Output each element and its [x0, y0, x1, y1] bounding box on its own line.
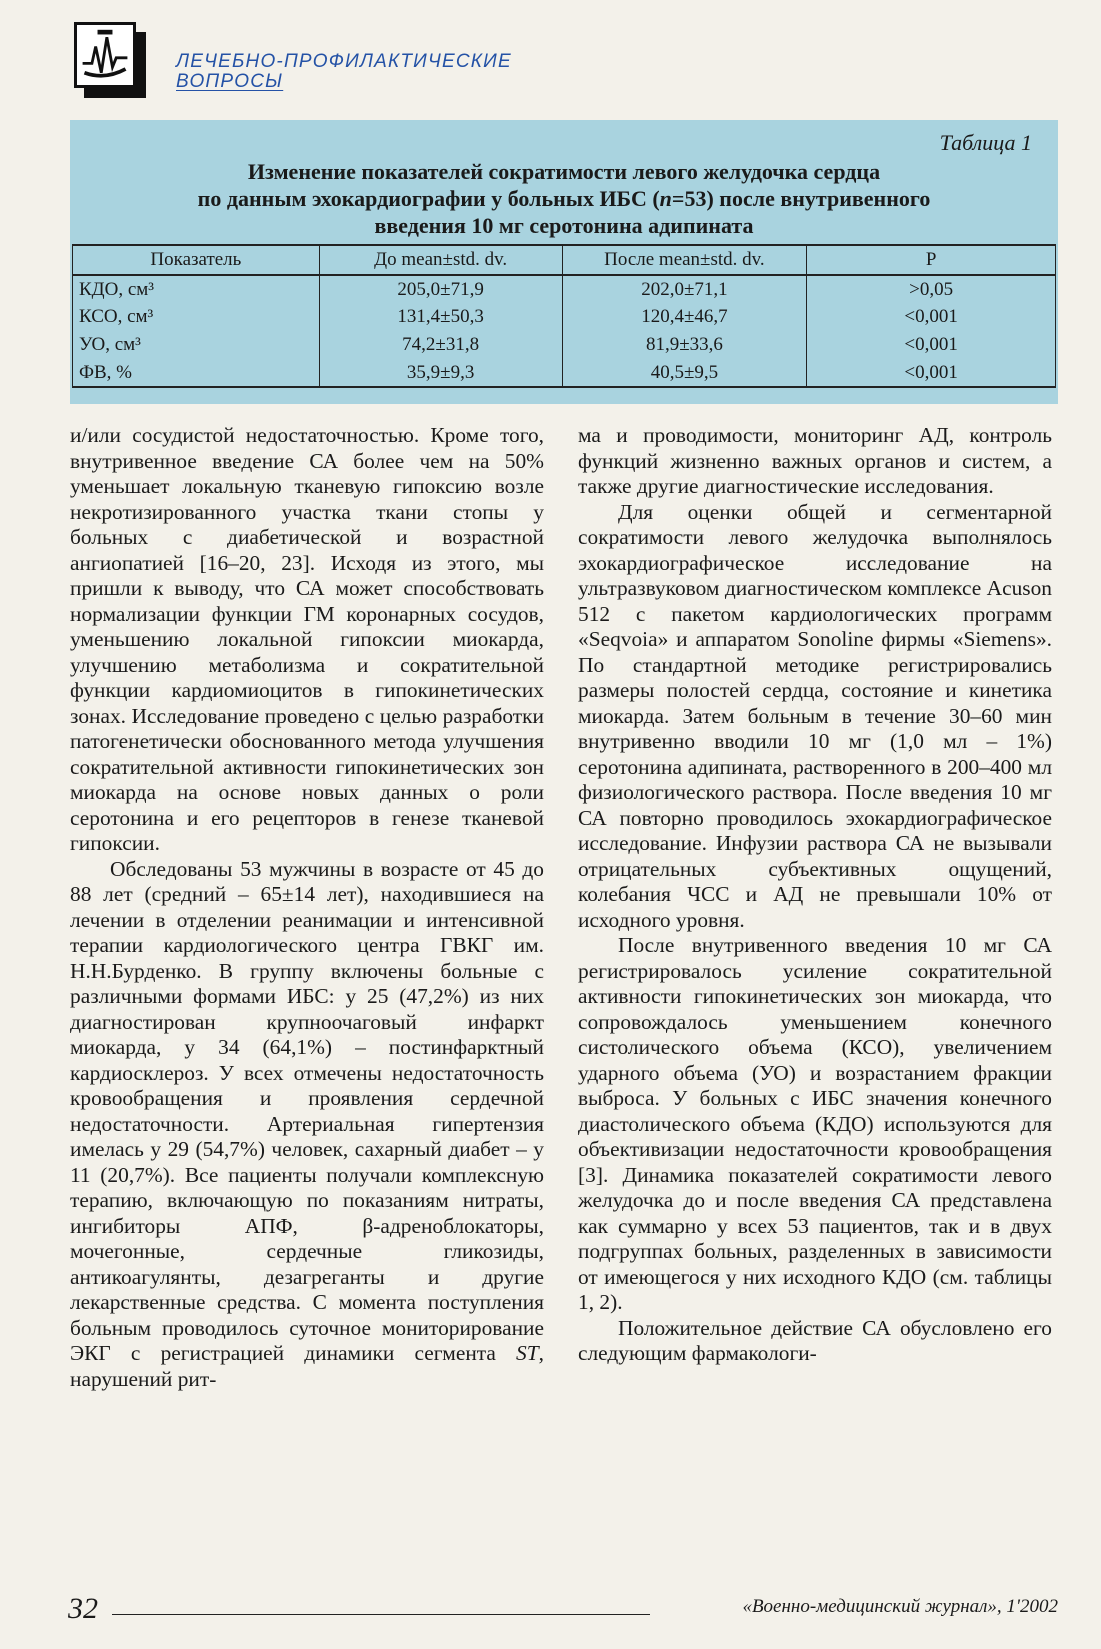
section-title-line1: ЛЕЧЕБНО-ПРОФИЛАКТИЧЕСКИЕ [176, 51, 512, 72]
paragraph: ма и проводимости, мониторинг АД, контроль функций жизненно важных органов и систем, а также другие диагностические исследования. [578, 423, 1052, 498]
table-row [73, 275, 1056, 303]
table-header-cell: P [807, 245, 1056, 275]
table-cell: 205,0±71,9 [319, 275, 562, 303]
table-cell: 120,4±46,7 [562, 303, 807, 331]
section-title-line2: ВОПРОСЫ [176, 71, 284, 92]
table-cell: УО, см³ [73, 331, 320, 359]
journal-citation: «Военно-медицинский журнал», 1'2002 [742, 1596, 1058, 1617]
table-cell: 202,0±71,1 [562, 275, 807, 303]
table-cell: 131,4±50,3 [319, 303, 562, 331]
footer-divider [112, 1614, 650, 1615]
paragraph: и/или сосудистой недостаточностью. Кроме того, внутривенное введение СА более чем на 50% уменьшает локальную тканевую гипоксию возле некротизированного участка ткани стопы у больных с диабетической и возрастной ангиопатией [16–20, 23]. Исходя из этого, мы пришли к выводу, что СА может способствовать нормализации функции ГМ коронарных сосудов, уменьшению локальной гипоксии миокарда, улучшению метаболизма и сократительной функции кардиомиоцитов в гипокинетических зонах. Исследование проведено с целью разработки патогенетически обоснованного метода улучшения сократительной активности гипокинетических зон миокарда на основе новых данных о роли серотонина и его рецепторов в генезе тканевой гипоксии. [70, 423, 544, 855]
table-cell: >0,05 [807, 275, 1056, 303]
table-row [73, 331, 1056, 359]
table-cell: 74,2±31,8 [319, 331, 562, 359]
data-table [72, 244, 1056, 388]
table-cell: <0,001 [807, 303, 1056, 331]
page-number: 32 [68, 1592, 98, 1625]
table-number: Таблица 1 [939, 130, 1032, 155]
journal-logo-icon [74, 22, 136, 88]
table-1-box [70, 120, 1058, 404]
text-column-right [578, 423, 1052, 1367]
paragraph: Положительное действие СА обусловлено его следующим фармакологи- [578, 1315, 1052, 1365]
table-caption-line: введения 10 мг серотонина адипината [374, 213, 754, 238]
table-header-cell: До mean±std. dv. [319, 245, 562, 275]
paragraph: Обследованы 53 мужчины в возрасте от 45 до 88 лет (средний – 65±14 лет), находившиеся на лечении в отделении реанимации и интенсивной терапии кардиологического центра ГВКГ им. Н.Н.Бурденко. В группу включены больные с различными формами ИБС: у 25 (47,2%) из них диагностирован крупноочаговый инфаркт миокарда, у 34 (64,1%) – постинфарктный кардиосклероз. У всех отмечены недостаточность кровообращения и проявления сердечной недостаточности. Артериальная гипертензия имелась у 29 (54,7%) человек, сахарный диабет – у 11 (20,7%). Все пациенты получали комплексную терапию, включающую по показаниям нитраты, ингибиторы АПФ, β-адреноблокаторы, мочегонные, сердечные гликозиды, антикоагулянты, дезагреганты и другие лекарственные средства. С момента поступления больным проводилось суточное мониторирование ЭКГ с регистрацией динамики сегмента ST, нарушений рит- [70, 856, 544, 1391]
section-title [176, 52, 596, 92]
table-cell: ФВ, % [73, 359, 320, 387]
table-cell: <0,001 [807, 359, 1056, 387]
table-row [73, 359, 1056, 387]
table-cell: <0,001 [807, 331, 1056, 359]
table-header-row [73, 245, 1056, 275]
table-header-cell: После mean±std. dv. [562, 245, 807, 275]
table-row [73, 303, 1056, 331]
table-cell: КДО, см³ [73, 275, 320, 303]
paragraph: После внутривенного введения 10 мг СА регистрировалось усиление сократительной активности гипокинетических зон миокарда, что сопровождалось уменьшением конечного систолического объема (КСО), увеличением ударного объема (УО) и возрастанием фракции выброса. У больных с ИБС значения конечного диастолического объема (КДО) используются для объективизации недостаточности кровообращения [3]. Динамика показателей сократимости левого желудочка до и после введения СА представлена как суммарно у всех 53 пациентов, так и в двух подгруппах больных, разделенных в зависимости от имеющегося у них исходного КДО (см. таблицы 1, 2). [578, 933, 1052, 1314]
text-column-left [70, 423, 544, 1392]
table-caption [80, 158, 1048, 239]
table-cell: 40,5±9,5 [562, 359, 807, 387]
paragraph: Для оценки общей и сегментарной сократимости левого желудочка выполнялось эхокардиографическое исследование на ультразвуковом диагностическом комплексе Acuson 512 с пакетом кардиологических программ «Seqvoia» и аппаратом Sonoline фирмы «Siemens». По стандартной методике регистрировались размеры полостей сердца, состояние и кинетика миокарда. Затем больным в течение 30–60 мин внутривенно вводили 10 мг (1,0 мл – 1%) серотонина адипината, растворенного в 200–400 мл физиологического раствора. После введения 10 мг СА повторно проводилось эхокардиографическое исследование. Инфузии раствора СА не вызывали отрицательных субъективных ощущений, колебания ЧСС и АД не превышали 10% от исходного уровня. [578, 499, 1052, 932]
table-cell: 35,9±9,3 [319, 359, 562, 387]
table-caption-line: по данным эхокардиографии у больных ИБС (n=53) после внутривенного [197, 186, 931, 211]
table-header-cell: Показатель [73, 245, 320, 275]
table-cell: 81,9±33,6 [562, 331, 807, 359]
table-caption-line: Изменение показателей сократимости левого желудочка сердца [247, 159, 881, 184]
table-cell: КСО, см³ [73, 303, 320, 331]
